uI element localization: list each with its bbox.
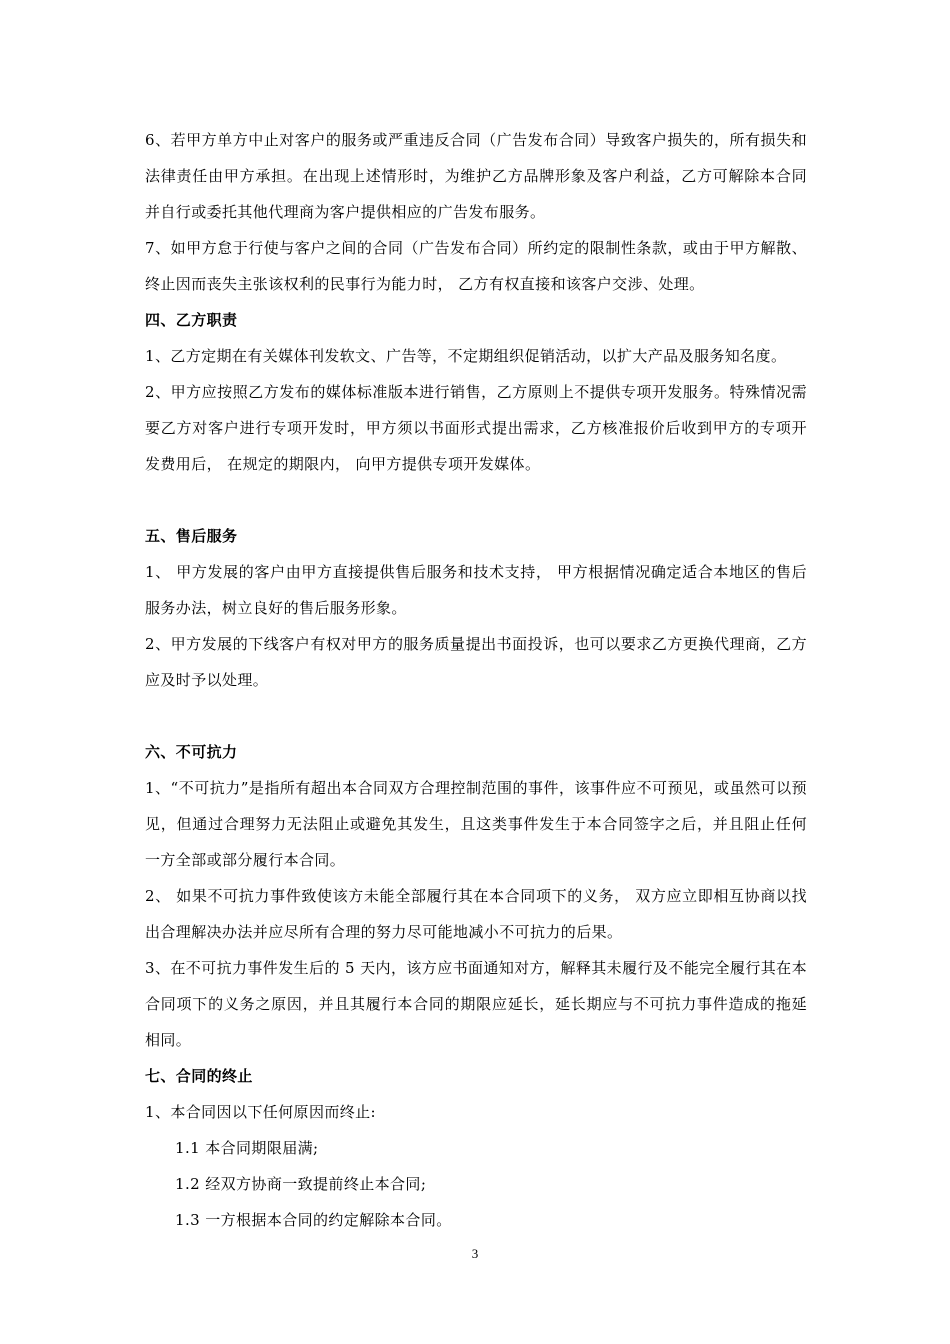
section7-intro: 1、本合同因以下任何原因而终止: — [145, 1103, 376, 1121]
section6-item-2: 2、 如果不可抗力事件致使该方未能全部履行其在本合同项下的义务， 双方应立即相互协商以找出合理解决办法并应尽所有合理的努力尽可能地减小不可抗力的后果。 — [145, 887, 807, 941]
section4-heading: 四、乙方职责 — [145, 311, 238, 329]
section7-subitem-1-3: 1.3 一方根据本合同的约定解除本合同。 — [175, 1211, 452, 1229]
section4-item-2: 2、甲方应按照乙方发布的媒体标准版本进行销售，乙方原则上不提供专项开发服务。特殊情况需要乙方对客户进行专项开发时，甲方须以书面形式提出需求，乙方核准报价后收到甲方的专项开发费用后， 在规定的期限内， 向甲方提供专项开发媒体。 — [145, 383, 807, 473]
document-body — [145, 122, 807, 1238]
section6-item-3: 3、在不可抗力事件发生后的 5 天内，该方应书面通知对方，解释其未履行及不能完全履行其在本合同项下的义务之原因，并且其履行本合同的期限应延长，延长期应与不可抗力事件造成的拖延相同。 — [145, 959, 807, 1049]
section7-heading: 七、合同的终止 — [145, 1067, 253, 1085]
section6-item-1: 1、“不可抗力”是指所有超出本合同双方合理控制范围的事件，该事件应不可预见，或虽然可以预见，但通过合理努力无法阻止或避免其发生，且这类事件发生于本合同签字之后，并且阻止任何一方全部或部分履行本合同。 — [145, 779, 807, 869]
section7-subitem-1-1: 1.1 本合同期限届满; — [175, 1139, 319, 1157]
section5-item-2: 2、甲方发展的下线客户有权对甲方的服务质量提出书面投诉，也可以要求乙方更换代理商，乙方应及时予以处理。 — [145, 635, 807, 689]
section5-heading: 五、售后服务 — [145, 527, 238, 545]
section3-item-7: 7、如甲方怠于行使与客户之间的合同（广告发布合同）所约定的限制性条款，或由于甲方解散、终止因而丧失主张该权利的民事行为能力时， 乙方有权直接和该客户交涉、处理。 — [145, 239, 807, 293]
section3-item-6: 6、若甲方单方中止对客户的服务或严重违反合同（广告发布合同）导致客户损失的，所有损失和法律责任由甲方承担。在出现上述情形时，为维护乙方品牌形象及客户利益，乙方可解除本合同并自行或委托其他代理商为客户提供相应的广告发布服务。 — [145, 131, 807, 221]
page-number: 3 — [471, 1246, 479, 1261]
section7-subitem-1-2: 1.2 经双方协商一致提前终止本合同; — [175, 1175, 427, 1193]
section5-item-1: 1、 甲方发展的客户由甲方直接提供售后服务和技术支持， 甲方根据情况确定适合本地区的售后服务办法，树立良好的售后服务形象。 — [145, 563, 807, 617]
section6-heading: 六、不可抗力 — [145, 743, 238, 761]
spacer — [145, 482, 807, 518]
section4-item-1: 1、乙方定期在有关媒体刊发软文、广告等，不定期组织促销活动，以扩大产品及服务知名度。 — [145, 347, 787, 365]
spacer — [145, 698, 807, 734]
